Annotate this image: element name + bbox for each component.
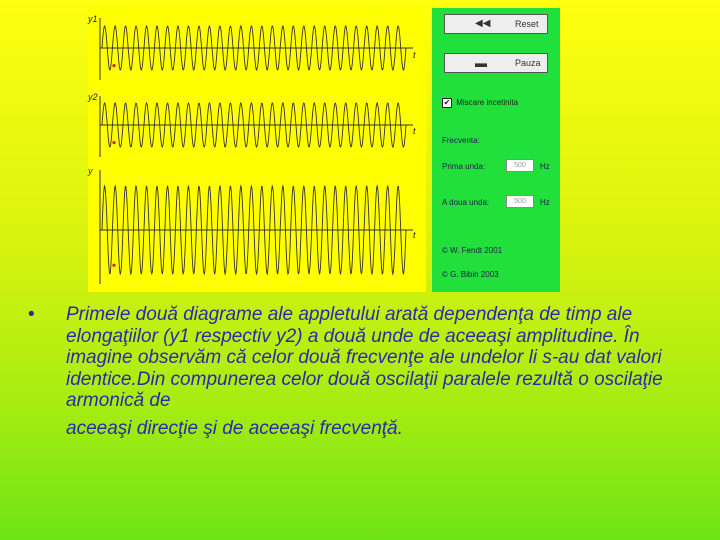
slow-motion-option[interactable] bbox=[442, 98, 518, 108]
credit-bibin: © G. Bibin 2003 bbox=[442, 270, 499, 279]
control-panel bbox=[432, 8, 560, 292]
trace-y1 bbox=[100, 18, 413, 80]
trace-y bbox=[100, 170, 413, 284]
pause-button-label: Pauza bbox=[515, 58, 541, 68]
reset-button[interactable] bbox=[444, 14, 548, 34]
slide-paragraph: Primele două diagrame ale appletului arată dependenţa de timp ale elongaţiilor (y1 respectiv y2) a două unde de aceeaşi amplitudine. În imagine observăm că celor două frecvenţe ale undelor li s-au dat valori identice.Din compunerea celor două oscilaţii paralele rezultă o oscilaţie armonică de bbox=[66, 304, 663, 411]
frequency-heading: Frecventa: bbox=[442, 136, 480, 145]
first-wave-unit: Hz bbox=[540, 162, 550, 171]
bullet-marker: • bbox=[28, 304, 35, 325]
trace-y2 bbox=[100, 96, 413, 157]
axis-label-y: y bbox=[88, 166, 93, 176]
slow-motion-checkbox[interactable]: ✔ bbox=[443, 98, 451, 107]
axis-label-t-2: t bbox=[413, 126, 416, 136]
rewind-icon: ◀◀ bbox=[475, 18, 491, 29]
axis-label-y2: y2 bbox=[88, 92, 98, 102]
position-marker-y bbox=[112, 264, 115, 267]
slide-last-line: aceeaşi direcţie şi de aceeaşi frecvenţă. bbox=[66, 417, 403, 439]
position-marker-y1 bbox=[112, 64, 115, 67]
first-wave-label: Prima unda: bbox=[442, 162, 486, 171]
axis-label-y1: y1 bbox=[88, 14, 98, 24]
second-wave-label: A doua unda: bbox=[442, 198, 490, 207]
reset-button-label: Reset bbox=[515, 19, 539, 29]
credit-fendt: © W. Fendt 2001 bbox=[442, 246, 503, 255]
oscillation-plots bbox=[88, 8, 426, 292]
axis-label-t-3: t bbox=[413, 230, 416, 240]
pause-button[interactable] bbox=[444, 53, 548, 73]
second-wave-frequency-input[interactable]: 500 bbox=[506, 195, 534, 208]
position-marker-y2 bbox=[112, 141, 115, 144]
second-wave-unit: Hz bbox=[540, 198, 550, 207]
slide-body-text bbox=[66, 304, 676, 439]
waveform-svg bbox=[88, 8, 426, 292]
slow-motion-label: Miscare incetinita bbox=[456, 98, 519, 108]
first-wave-frequency-input[interactable]: 500 bbox=[506, 159, 534, 172]
stop-icon: ▬ bbox=[475, 56, 487, 70]
physics-applet bbox=[88, 8, 560, 292]
axis-label-t-1: t bbox=[413, 50, 416, 60]
